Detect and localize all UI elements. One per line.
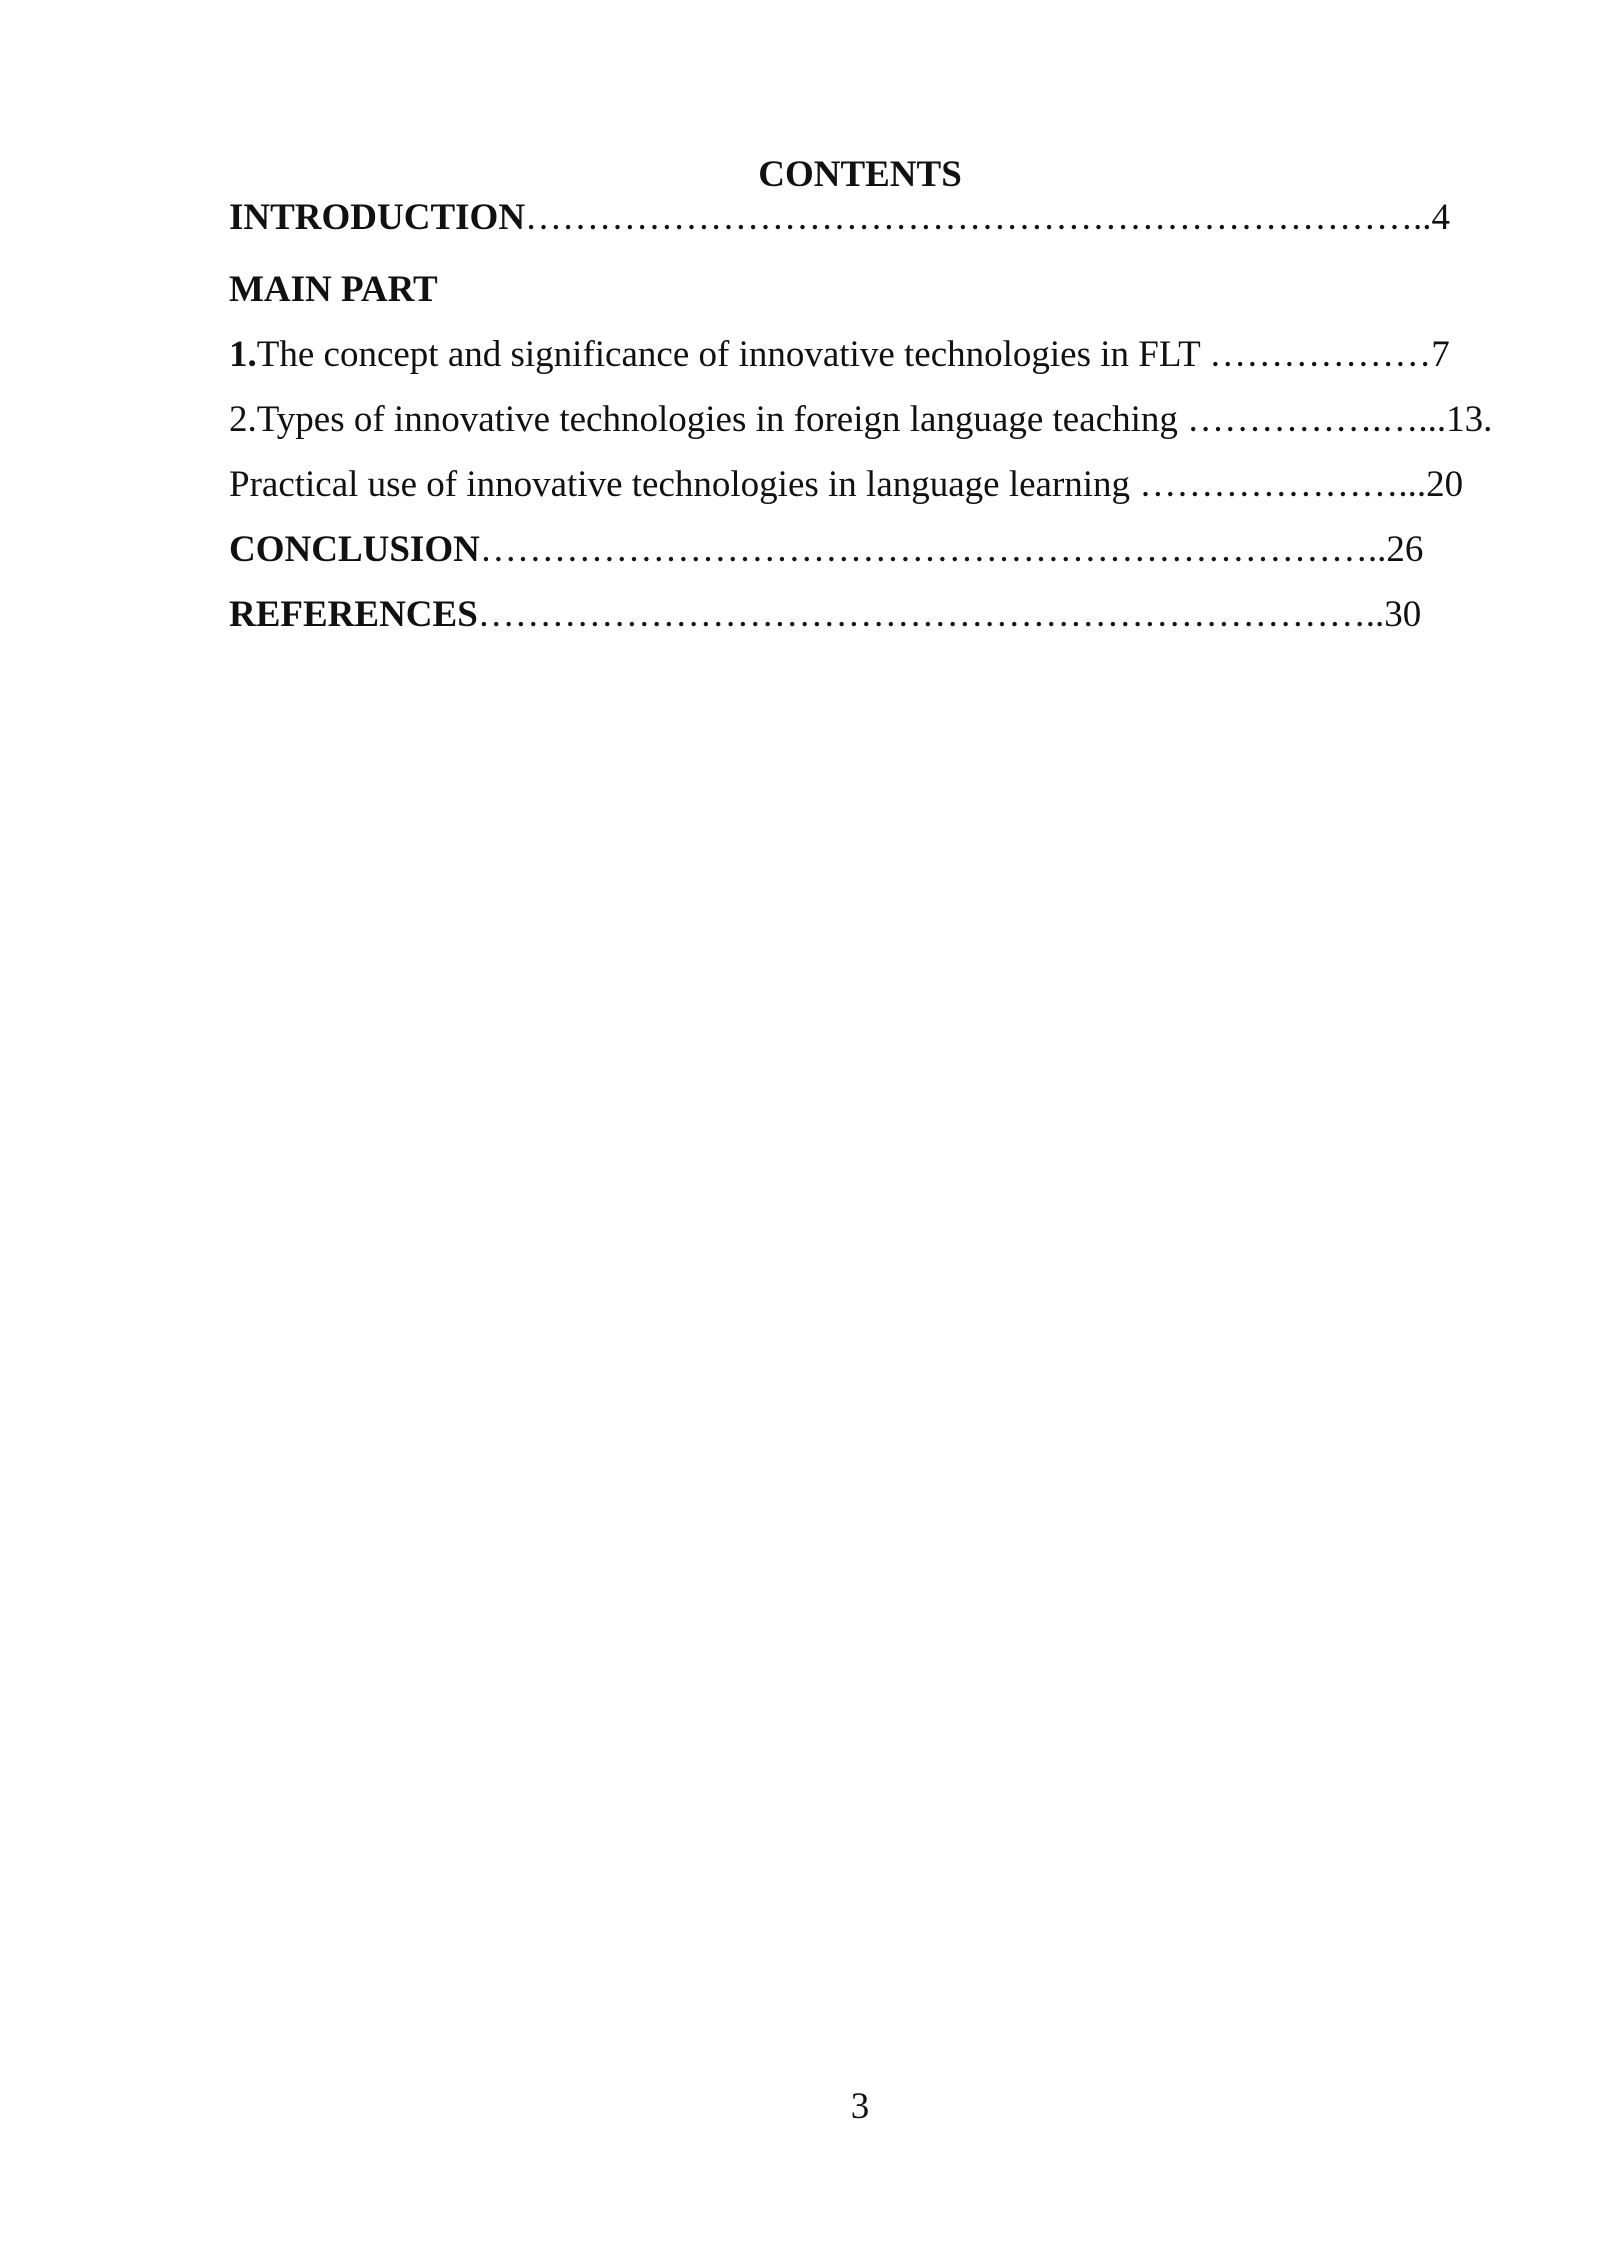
toc-entry-references xyxy=(229,582,1529,647)
toc-entry-introduction xyxy=(229,193,1529,243)
toc-entry-leader: ……………………………………………………………….. xyxy=(477,594,1385,635)
toc-entry-conclusion xyxy=(229,517,1529,582)
toc-entry-leader: …………….…... xyxy=(1187,399,1447,440)
toc-entry-page: 13. xyxy=(1446,399,1493,440)
toc-entry-leader: ……………………………………………………………….. xyxy=(525,197,1432,238)
toc-entry-title: MAIN PART xyxy=(229,269,438,310)
toc-entry-page: 30 xyxy=(1384,594,1422,635)
toc-entry-section-1 xyxy=(229,322,1529,387)
toc-entry-page: 4 xyxy=(1431,197,1451,238)
toc-entry-leader: ……………………………………………………………….. xyxy=(479,529,1387,570)
page-title: CONTENTS xyxy=(758,154,962,195)
toc-entry-title: CONCLUSION xyxy=(229,529,480,570)
toc-entry-section-3 xyxy=(229,452,1529,517)
toc-entry-leader: …………………... xyxy=(1139,464,1427,505)
toc-entry-title: REFERENCES xyxy=(229,594,478,635)
toc-entry-title: The concept and significance of innovative technologies in FLT xyxy=(256,334,1210,375)
toc-entry-page: 26 xyxy=(1386,529,1424,570)
table-of-contents xyxy=(229,193,1529,647)
toc-entry-main-part xyxy=(229,257,1529,322)
toc-entry-title: 2.Types of innovative technologies in foreign language teaching xyxy=(229,399,1188,440)
toc-entry-page: 7 xyxy=(1431,334,1450,375)
page-number: 3 xyxy=(850,2086,870,2127)
toc-entry-number: 1. xyxy=(229,334,257,375)
toc-entry-section-2 xyxy=(229,387,1529,452)
toc-entry-page: 20 xyxy=(1426,464,1464,505)
toc-entry-title: Practical use of innovative technologies in language learning xyxy=(229,464,1140,505)
toc-entry-title: INTRODUCTION xyxy=(229,197,526,238)
toc-entry-leader: ……………… xyxy=(1209,334,1432,375)
